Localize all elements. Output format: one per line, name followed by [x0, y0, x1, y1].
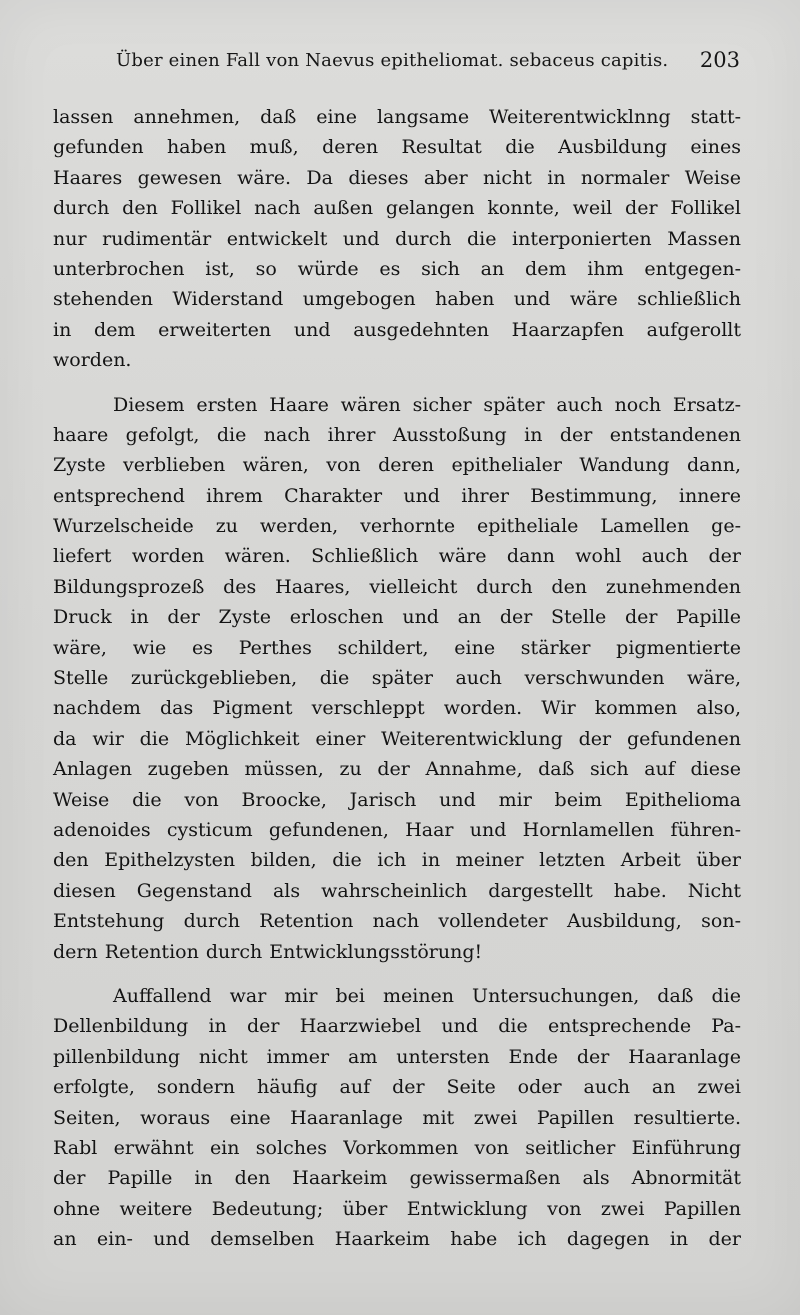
text-line: Entstehung durch Retention nach vollendeter Ausbildung, son-: [53, 910, 741, 933]
paragraph-1: [53, 102, 741, 376]
running-head-title: Über einen Fall von Naevus epitheliomat. sebaceus capitis.: [116, 50, 669, 71]
text-line: Wurzelscheide zu werden, verhornte epitheliale Lamellen ge-: [53, 515, 741, 538]
text-line: stehenden Widerstand umgebogen haben und wäre schließlich: [53, 288, 741, 311]
text-line: Druck in der Zyste erloschen und an der Stelle der Papille: [53, 606, 741, 629]
text-line: Diesem ersten Haare wären sicher später auch noch Ersatz-: [113, 393, 741, 416]
paragraph-gap: [53, 967, 741, 981]
text-line: haare gefolgt, die nach ihrer Ausstoßung in der entstandenen: [53, 423, 741, 446]
text-line: Bildungsprozeß des Haares, vielleicht durch den zunehmenden: [53, 575, 741, 598]
paragraph-gap: [53, 376, 741, 390]
paragraph-2: [53, 390, 741, 967]
page-number: 203: [699, 48, 740, 72]
paragraph-3: [53, 981, 741, 1255]
text-line: Anlagen zugeben müssen, zu der Annahme, daß sich auf diese: [53, 758, 741, 781]
running-head: [116, 48, 740, 78]
text-line: durch den Follikel nach außen gelangen konnte, weil der Follikel: [53, 197, 741, 220]
text-line: diesen Gegenstand als wahrscheinlich dargestellt habe. Nicht: [53, 879, 741, 902]
text-line: gefunden haben muß, deren Resultat die Ausbildung eines: [53, 136, 741, 159]
text-line: da wir die Möglichkeit einer Weiterentwicklung der gefundenen: [53, 727, 741, 750]
text-line: lassen annehmen, daß eine langsame Weiterentwicklnng statt-: [53, 106, 741, 128]
text-line: ohne weitere Bedeutung; über Entwicklung von zwei Papillen: [53, 1197, 741, 1220]
text-line: erfolgte, sondern häufig auf der Seite oder auch an zwei: [53, 1076, 741, 1099]
text-line: Dellenbildung in der Haarzwiebel und die entsprechende Pa-: [53, 1015, 741, 1038]
text-line: pillenbildung nicht immer am untersten Ende der Haaranlage: [53, 1045, 741, 1068]
text-line: nur rudimentär entwickelt und durch die interponierten Massen: [53, 227, 741, 250]
text-line: Auffallend war mir bei meinen Untersuchungen, daß die: [113, 984, 741, 1007]
text-line: liefert worden wären. Schließlich wäre dann wohl auch der: [53, 545, 741, 568]
text-line: entsprechend ihrem Charakter und ihrer Bestimmung, innere: [53, 484, 741, 507]
text-line: der Papille in den Haarkeim gewissermaßen als Abnormität: [53, 1167, 741, 1190]
text-line: adenoides cysticum gefundenen, Haar und Hornlamellen führen-: [53, 818, 741, 841]
text-line: Zyste verblieben wären, von deren epithelialer Wandung dann,: [53, 454, 741, 477]
text-line: Seiten, woraus eine Haaranlage mit zwei Papillen resultierte.: [53, 1106, 741, 1129]
text-line: in dem erweiterten und ausgedehnten Haarzapfen aufgerollt: [53, 318, 741, 341]
body-text: [53, 102, 741, 1254]
text-line: worden.: [53, 349, 132, 372]
text-line: nachdem das Pigment verschleppt worden. Wir kommen also,: [53, 697, 741, 720]
text-line: unterbrochen ist, so würde es sich an dem ihm entgegen-: [53, 257, 741, 280]
text-line: Weise die von Broocke, Jarisch und mir beim Epithelioma: [53, 788, 741, 811]
text-line: an ein- und demselben Haarkeim habe ich dagegen in der: [53, 1228, 741, 1251]
text-line: dern Retention durch Entwicklungsstörung!: [53, 940, 483, 963]
text-line: Haares gewesen wäre. Da dieses aber nicht in normaler Weise: [53, 166, 741, 189]
text-line: Stelle zurückgeblieben, die später auch verschwunden wäre,: [53, 667, 741, 690]
text-line: den Epithelzysten bilden, die ich in meiner letzten Arbeit über: [53, 849, 741, 872]
text-line: Rabl erwähnt ein solches Vorkommen von seitlicher Einführung: [53, 1136, 741, 1159]
text-line: wäre, wie es Perthes schildert, eine stärker pigmentierte: [53, 636, 741, 659]
